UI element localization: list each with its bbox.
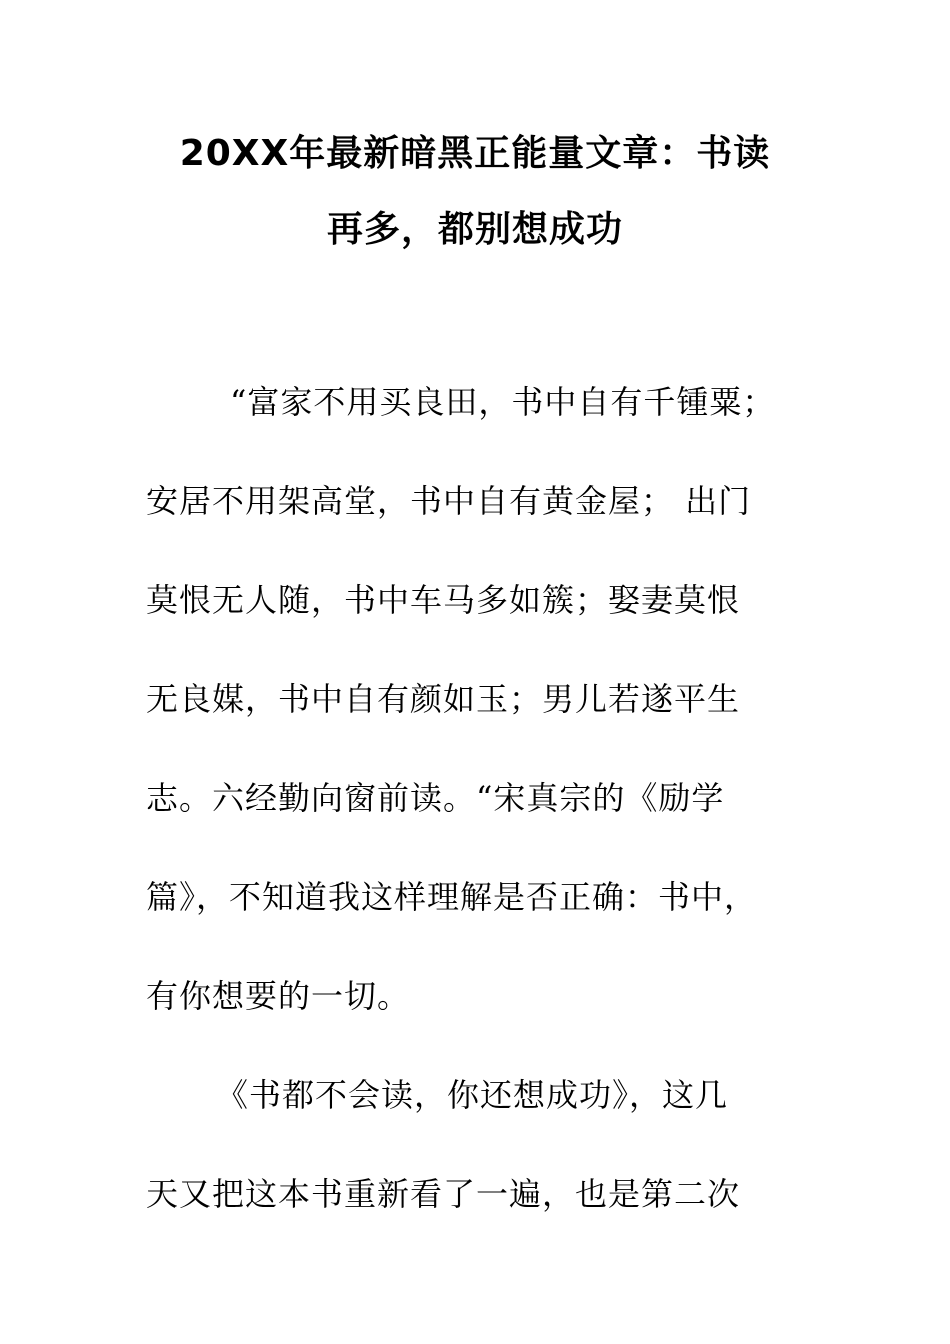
- paragraph-1-line-6: 篇》，不知道我这样理解是否正确：书中，: [146, 878, 758, 916]
- paragraph-1-line-2: 安居不用架高堂，书中自有黄金屋； 出门: [146, 482, 752, 520]
- document-title-line-2: 再多，都别想成功: [326, 209, 623, 250]
- paragraph-1-line-5: 志。六经勤向窗前读。“宋真宗的《励学: [146, 779, 725, 817]
- paragraph-1-line-3: 莫恨无人随，书中车马多如簇；娶妻莫恨: [146, 581, 741, 619]
- document-title-line-1: 20XX年最新暗黑正能量文章：书读: [179, 133, 771, 174]
- paragraph-1-line-4: 无良媒，书中自有颜如玉；男儿若遂平生: [146, 680, 741, 718]
- paragraph-1-line-7: 有你想要的一切。: [146, 977, 411, 1015]
- paragraph-2-line-1: 《书都不会读，你还想成功》，这几: [216, 1076, 729, 1114]
- paragraph-1-line-1: “富家不用买良田，书中自有千锺粟；: [230, 383, 776, 421]
- paragraph-2-line-2: 天又把这本书重新看了一遍，也是第二次: [146, 1175, 741, 1213]
